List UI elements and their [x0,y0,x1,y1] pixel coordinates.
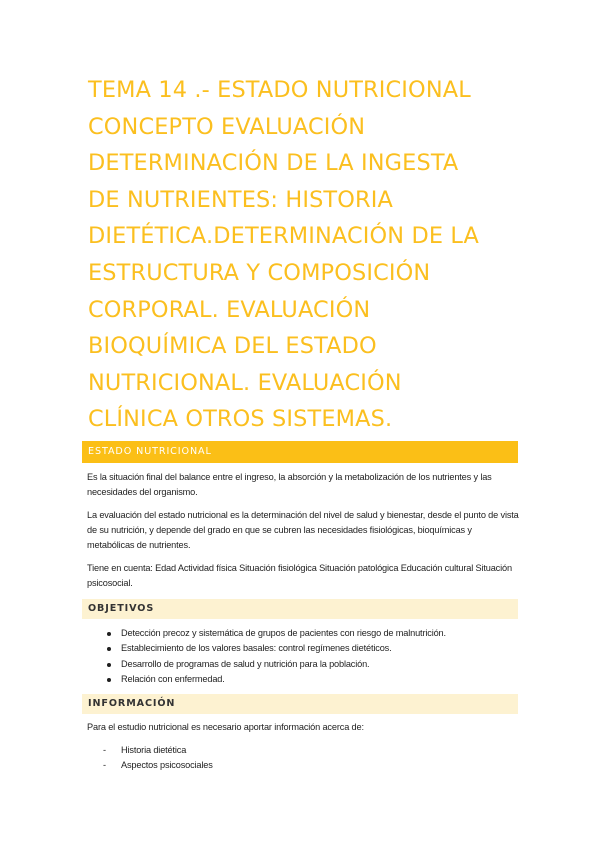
list-item-text: Historia dietética [121,745,187,755]
paragraph-definition: Es la situación final del balance entre el ingreso, la absorción y la metabolización de los nutrientes y las necesidades del organismo. [87,472,492,498]
title-line: CORPORAL. EVALUACIÓN [88,296,371,323]
title-line: TEMA 14 .- ESTADO NUTRICIONAL [88,77,471,103]
title-line: ESTRUCTURA Y COMPOSICIÓN [88,259,431,286]
bullet-icon [107,678,111,682]
title-line: CONCEPTO EVALUACIÓN [88,113,366,140]
paragraph-evaluation: La evaluación del estado nutricional es la determinación del nivel de salud y bienestar, desde el punto de vista de su nutrición, y depende del grado en que se cubren las necesidades fisiológicas, bioquímicas y metabólicas de nutrientes. [87,510,519,551]
list-item-text: Relación con enfermedad. [121,674,225,685]
list-item [121,657,446,672]
paragraph-factors: Tiene en cuenta: Edad Actividad física Situación fisiológica Situación patológica Educación cultural Situación psicosocial. [87,563,512,589]
paragraph-information-intro: Para el estudio nutricional es necesario aportar información acerca de: [87,722,364,732]
document-title [88,72,528,438]
title-line: DIETÉTICA.DETERMINACIÓN DE LA [88,223,480,250]
list-item [103,758,213,773]
list-item [121,626,446,641]
title-line: DETERMINACIÓN DE LA INGESTA [88,150,459,177]
dash-marker: - [103,745,106,755]
bullet-icon [107,663,111,667]
bullet-icon [107,632,111,636]
list-item-text: Detección precoz y sistemática de grupos de pacientes con riesgo de malnutrición. [121,628,446,638]
bullet-icon [107,647,111,651]
information-list [103,743,213,773]
list-item [121,672,446,687]
dash-marker: - [103,760,106,770]
objectives-list [121,626,446,688]
list-item-text: Desarrollo de programas de salud y nutrición para la población. [121,658,370,669]
list-item-text: Establecimiento de los valores basales: control regímenes dietéticos. [121,643,392,654]
section-heading-estado-nutricional: ESTADO NUTRICIONAL [82,441,518,463]
title-line: BIOQUÍMICA DEL ESTADO [88,333,377,360]
list-item-text: Aspectos psicosociales [121,760,213,770]
title-line: DE NUTRIENTES: HISTORIA [88,186,393,213]
title-line: NUTRICIONAL. EVALUACIÓN [88,369,402,396]
list-item [103,743,213,758]
list-item [121,641,446,656]
section-heading-objetivos: OBJETIVOS [82,599,518,619]
section-heading-informacion: INFORMACIÓN [82,694,518,714]
title-line: CLÍNICA OTROS SISTEMAS. [88,406,393,433]
